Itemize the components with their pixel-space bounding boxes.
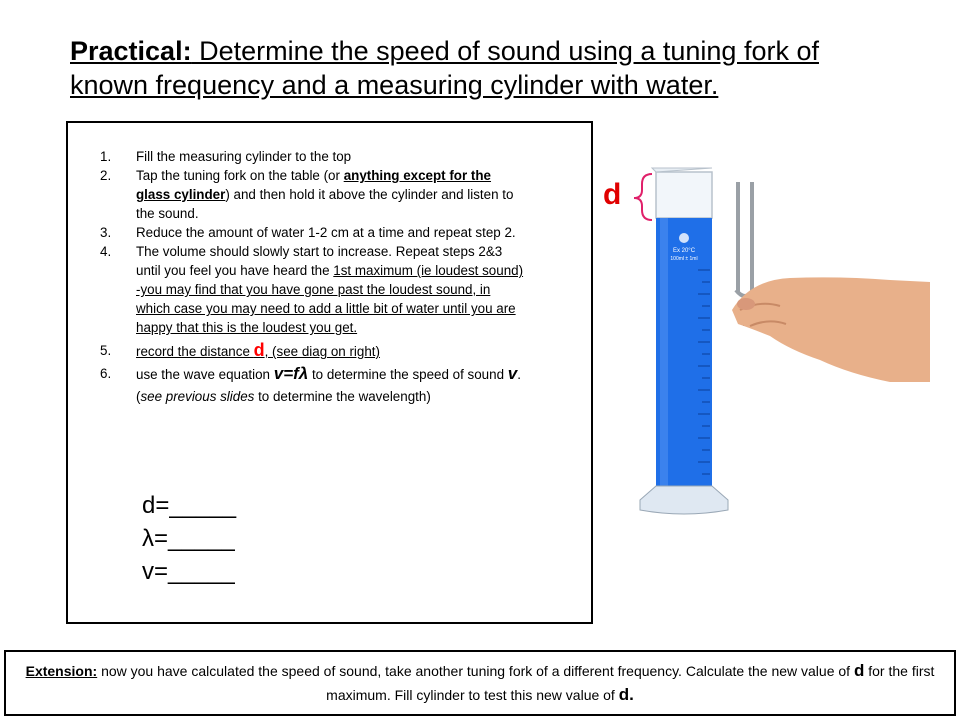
procedure-box — [66, 121, 593, 624]
previous-slides-ref: see previous slides — [140, 389, 255, 404]
step-emphasis: anything except for the glass cylinder — [136, 168, 492, 202]
cylinder-spec-1: Ex 20°C — [672, 248, 696, 254]
step-text: Reduce the amount of water 1-2 cm at a time and repeat step 2. — [136, 225, 516, 240]
step-number: 5. — [100, 343, 112, 358]
step-6: 6. use the wave equation v=fλ to determine the speed of sound v. (see previous slides to determine the wavelength) — [100, 364, 521, 404]
blank-lambda: λ=_____ — [142, 525, 235, 552]
step-2 — [68, 166, 528, 223]
blank-v: v=_____ — [142, 558, 235, 585]
step-underlined: 1st maximum (ie loudest sound) -you may find that you have gone past the loudest sound, in which case you may need to add a little bit of water until you are happy that this is the loudest you get. — [136, 263, 524, 335]
extension-d-1: d — [853, 661, 865, 680]
extension-d-2: d. — [618, 685, 634, 704]
step-text: Tap the tuning fork on the table (or — [136, 168, 344, 183]
cylinder-spec-2: 100ml ± 1ml — [670, 256, 698, 262]
blank-d: d=_____ — [142, 492, 237, 519]
extension-text-1: now you have calculated the speed of sound, take another tuning fork of a different frequency. Calculate the new value of — [97, 663, 854, 679]
steps-list — [68, 147, 528, 408]
step-1 — [68, 147, 528, 166]
hand-icon — [732, 277, 930, 382]
step-number: 6. — [100, 366, 112, 381]
step-number: 1. — [100, 149, 112, 164]
diagram-d-label: d — [603, 178, 622, 211]
step-4 — [68, 242, 528, 337]
step-number: 4. — [100, 244, 112, 259]
extension-text-2: for the first maximum. Fill cylinder to test this new value of — [326, 663, 935, 703]
step-text: record the distance d, (see diag on right) — [136, 340, 380, 360]
cylinder-glass-top — [656, 172, 712, 218]
step-text-end: ) and then hold it above the cylinder and listen to the sound. — [136, 187, 514, 221]
extension-box — [4, 650, 956, 716]
distance-d: d — [253, 340, 265, 360]
step-text: use the wave equation — [136, 367, 274, 382]
title-prefix: Practical: — [70, 36, 192, 66]
step-text-mid: to determine the speed of sound — [308, 367, 508, 382]
page-title — [70, 34, 890, 102]
wave-equation: v=fλ — [273, 364, 309, 383]
step-number: 3. — [100, 225, 112, 240]
brace-icon — [634, 174, 652, 220]
cylinder-tuning-fork-illustration — [600, 160, 940, 530]
step-5 — [68, 341, 528, 361]
step-text: The volume should slowly start to increase. Repeat steps 2&3 until you feel you have heard the — [136, 244, 503, 278]
extension-label: Extension: — [25, 663, 98, 679]
step-number: 2. — [100, 168, 112, 183]
speed-symbol: v — [507, 364, 518, 383]
answer-blanks — [142, 489, 236, 588]
cylinder-base — [640, 486, 728, 514]
title-text: Determine the speed of sound using a tuning fork of known frequency and a measuring cylinder with water. — [70, 36, 819, 100]
step-3 — [68, 223, 528, 242]
step-text: Fill the measuring cylinder to the top — [136, 149, 352, 164]
brand-logo-icon — [679, 233, 689, 243]
